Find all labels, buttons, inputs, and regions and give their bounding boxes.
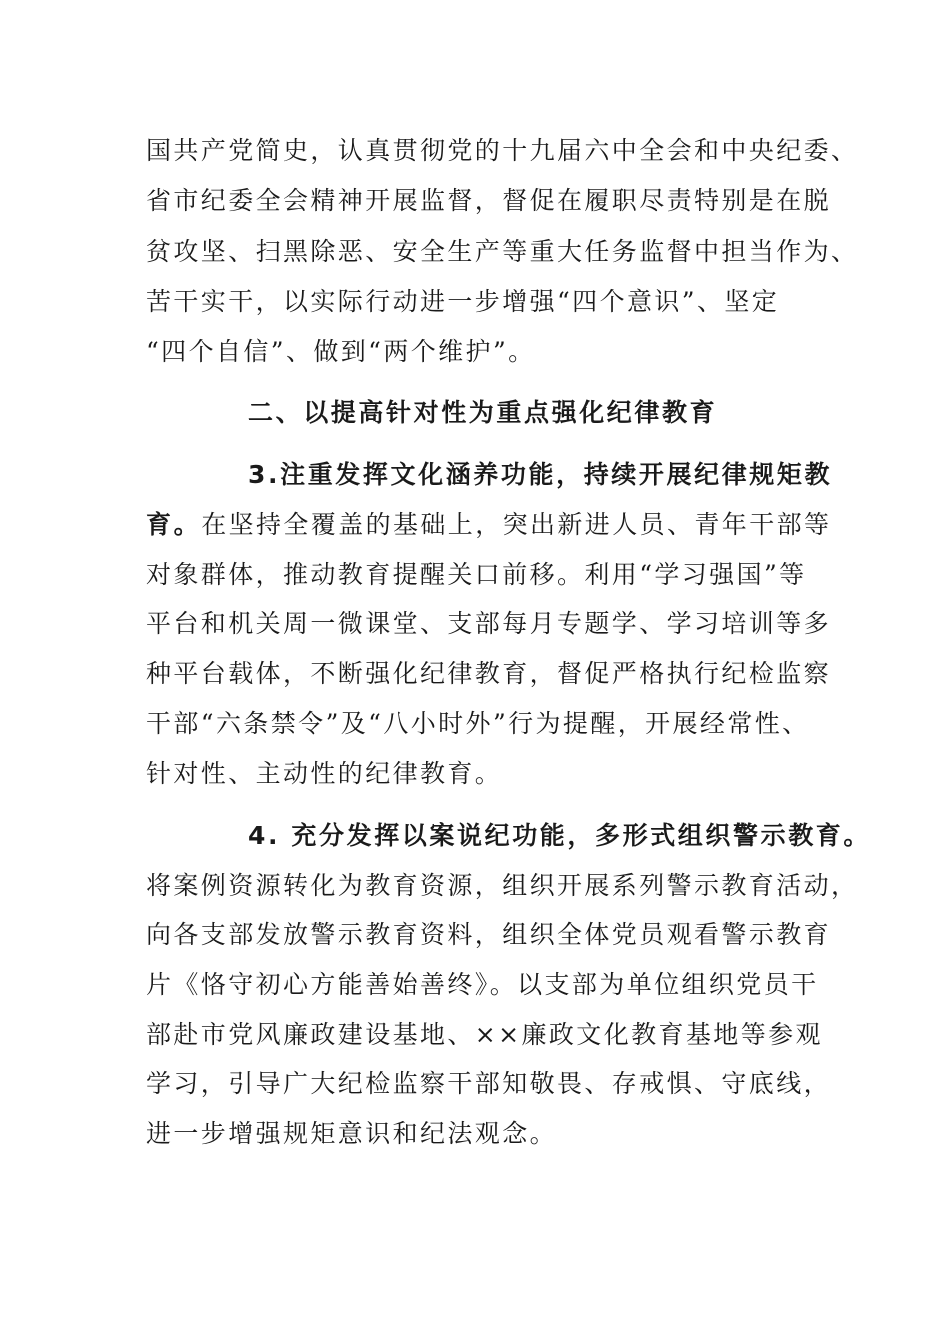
item3-title-end: 育。 <box>146 510 202 539</box>
paragraph-line: 苦干实干，以实际行动进一步增强“四个意识”、坚定 <box>146 287 780 316</box>
paragraph-line: 对象群体，推动教育提醒关口前移。利用“学习强国”等 <box>146 560 807 589</box>
paragraph-line: 针对性、主动性的纪律教育。 <box>146 759 503 788</box>
item4-title: 4. 充分发挥以案说纪功能，多形式组织警示教育。 <box>248 821 871 850</box>
paragraph-line: 向各支部发放警示教育资料，组织全体党员观看警示教育 <box>146 920 832 949</box>
paragraph-line: 片《恪守初心方能善始善终》。以支部为单位组织党员干 <box>146 970 819 999</box>
item3-title: 3.注重发挥文化涵养功能，持续开展纪律规矩教 <box>248 460 833 489</box>
paragraph-line: 将案例资源转化为教育资源，组织开展系列警示教育活动， <box>146 871 859 900</box>
paragraph-line: 学习，引导广大纪检监察干部知敬畏、存戒惧、守底线， <box>146 1069 832 1098</box>
paragraph-line: 贫攻坚、扫黑除恶、安全生产等重大任务监督中担当作为、 <box>146 237 859 266</box>
paragraph-line: 省市纪委全会精神开展监督，督促在履职尽责特别是在脱 <box>146 186 832 215</box>
paragraph-line: 国共产党简史，认真贯彻党的十九届六中全会和中央纪委、 <box>146 136 859 165</box>
item3-line2 <box>146 508 831 542</box>
section-heading: 二、以提高针对性为重点强化纪律教育 <box>248 398 718 427</box>
paragraph-line: 干部“六条禁令”及“八小时外”行为提醒，开展经常性、 <box>146 709 810 738</box>
paragraph-line: 进一步增强规矩意识和纪法观念。 <box>146 1119 558 1148</box>
item3-line2-text: 在坚持全覆盖的基础上，突出新进人员、青年干部等 <box>201 510 832 539</box>
paragraph-line: 部赴市党风廉政建设基地、××廉政文化教育基地等参观 <box>146 1020 823 1049</box>
paragraph-line: 种平台载体，不断强化纪律教育，督促严格执行纪检监察 <box>146 659 832 688</box>
paragraph-line: 平台和机关周一微课堂、支部每月专题学、学习培训等多 <box>146 609 832 638</box>
paragraph-line: “四个自信”、做到“两个维护”。 <box>146 337 536 366</box>
